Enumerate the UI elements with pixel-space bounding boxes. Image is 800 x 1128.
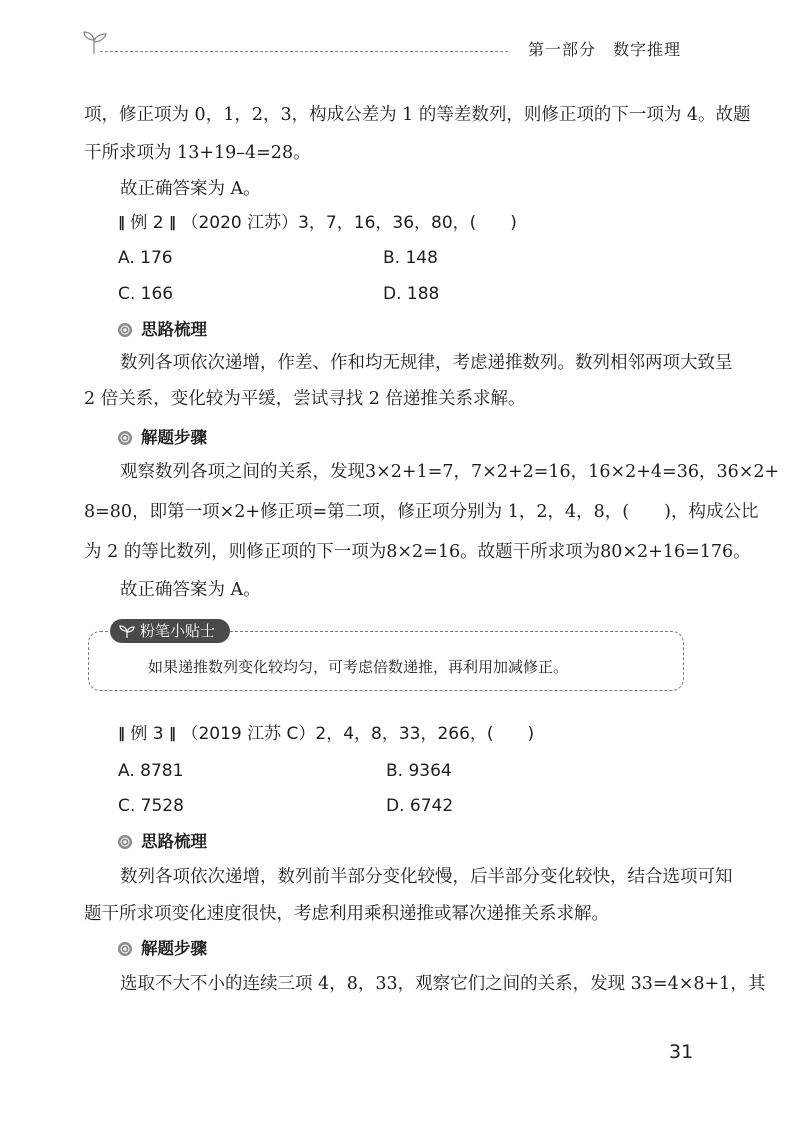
bracket-mark: ‖ — [118, 215, 125, 231]
paragraph-line: 8=80，即第一项×2+修正项=第二项，修正项分别为 1，2，4，8，( )，构成公比 — [84, 502, 759, 522]
option-b: B. 148 — [383, 248, 438, 268]
paragraph-line: 题干所求项变化速度很快，考虑利用乘积递推或幂次递推关系求解。 — [84, 904, 609, 924]
tip-text: 如果递推数列变化较均匀，可考虑倍数递推，再利用加减修正。 — [148, 658, 569, 676]
section-bullet-icon — [117, 430, 133, 446]
paragraph-line: 观察数列各项之间的关系，发现3×2+1=7，7×2+2=16，16×2+4=36，36×2+ — [120, 462, 780, 482]
tip-label — [110, 619, 230, 643]
bracket-mark: ‖ — [169, 215, 177, 231]
section-bullet-icon — [117, 322, 133, 338]
bracket-mark: ‖ — [169, 726, 177, 742]
header-rule — [100, 51, 508, 52]
example-question — [118, 722, 534, 746]
option-c: C. 7528 — [118, 796, 184, 816]
paragraph-line: 项，修正项为 0，1，2，3，构成公差为 1 的等差数列，则修正项的下一项为 4。故题 — [84, 105, 751, 125]
paragraph-line: 选取不大不小的连续三项 4，8，33，观察它们之间的关系，发现 33=4×8+1，其 — [120, 974, 766, 994]
answer-line: 故正确答案为 A。 — [120, 179, 261, 199]
question-text: （2019 江苏 C）2，4，8，33，266，( ) — [181, 724, 535, 744]
option-b: B. 9364 — [386, 761, 452, 781]
example-label: 例 3 — [130, 724, 164, 744]
paragraph-line: 2 倍关系，变化较为平缓，尝试寻找 2 倍递推关系求解。 — [84, 389, 526, 409]
option-c: C. 166 — [118, 284, 174, 304]
section-title: 思路梳理 — [141, 832, 207, 851]
tip-label-text: 粉笔小贴士 — [140, 622, 216, 640]
question-text: （2020 江苏）3，7，16，36，80，( ) — [181, 213, 517, 233]
sprout-icon — [118, 623, 136, 639]
bracket-mark: ‖ — [118, 726, 125, 742]
header-title: 第一部分 数字推理 — [528, 40, 682, 59]
section-title: 解题步骤 — [141, 939, 207, 958]
answer-line: 故正确答案为 A。 — [120, 580, 261, 600]
page-number: 31 — [669, 1041, 694, 1063]
example-label: 例 2 — [130, 213, 164, 233]
section-title: 思路梳理 — [141, 320, 207, 339]
option-a: A. 176 — [118, 248, 173, 268]
option-d: D. 6742 — [386, 796, 454, 816]
paragraph-line: 数列各项依次递增，作差、作和均无规律，考虑递推数列。数列相邻两项大致呈 — [120, 353, 733, 373]
paragraph-line: 为 2 的等比数列，则修正项的下一项为8×2=16。故题干所求项为80×2+16=176。 — [84, 542, 751, 562]
paragraph-line: 干所求项为 13+19–4=28。 — [84, 143, 311, 163]
section-bullet-icon — [117, 941, 133, 957]
option-a: A. 8781 — [118, 761, 184, 781]
option-d: D. 188 — [383, 284, 440, 304]
section-bullet-icon — [117, 834, 133, 850]
paragraph-line: 数列各项依次递增，数列前半部分变化较慢，后半部分变化较快，结合选项可知 — [120, 867, 733, 887]
example-question — [118, 211, 517, 235]
section-title: 解题步骤 — [141, 428, 207, 447]
